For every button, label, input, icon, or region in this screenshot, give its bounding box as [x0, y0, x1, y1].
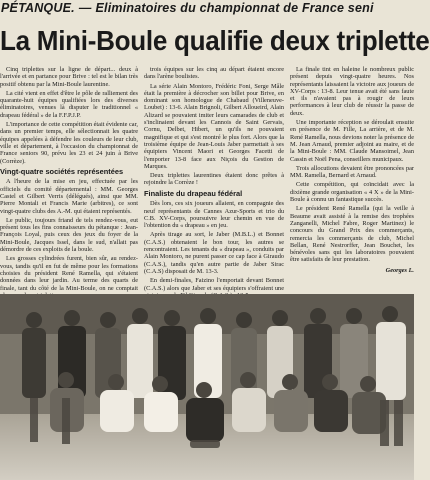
paragraph: Cinq triplettes sur la ligne de départ... deux à l'arrivée et en partance pour Brive : tel est le bilan très positif obtenu par la Mini-Boule laurentine. [0, 66, 138, 88]
article-headline: La Mini-Boule qualifie deux triplette [0, 25, 430, 56]
paragraph: Dès lors, ces six joueurs allaient, en compagnie des neuf représentants de Cannes Azur-Sports et trio du C.B. XV-Corps, poursuivre leur chemin en vue de l'obtention du « drapeau » en jeu. [144, 200, 284, 230]
article-body [0, 66, 414, 292]
paragraph: Trois allocutions devaient être prononcées par MM. Ramella, Bernard et Arnaud. [290, 164, 414, 180]
paragraph: La série Alain Montoro, Frédéric Foni, Serge Mâle était la première à décrocher son billet pour Brive, en dominant son homologue de Chabaud (Villeneuve-Loubet) : 13-6. Alain Brignoli, Gilbert Alloueird, Alain Alizard se pouvaient imiter leurs camarades de club et s'inclinaient devant les Cannois de Saint Gervais, Cornu, Delbet, Hibert, un qu'ils ne pouvaient magnifique et qui s'est montré le plus fort. Alors que la troisième équipe de Jean-Louis Jaber parmettait à ses équipiers Vincent Maori et Georges Facetti de l'emporter 13-8 face aux Niçois du Gestion de Marques. [144, 82, 284, 170]
article-kicker [0, 0, 414, 18]
paragraph: Cette compétition, qui coïncidait avec la dixième grande organisation « 4 X » de la Mini-Boule à connu un fantastique succès. [290, 181, 414, 204]
paragraph: Le public, toujours friand de tels rendez-vous, eut présent tous les fins connaisseurs du pétanque : Jean-François Loyal, puis ceux des jeux du foyer de la Mini-Boule, Jacques Issel, dans le sud, n'allait pas démordre de ces exploits de la boule. [0, 216, 138, 254]
paragraph: La finale tint en haleine le nombreux public présent depuis vingt-quatre heures. Nos représentants laissaient la victoire aux joueurs de XV-Corps : 13-8. Leur tenue avait été sans faute et ils n'avaient pas à rougir de leurs performances à leur club de réussir la passe de deux. [290, 66, 414, 117]
kicker-separator: — [78, 1, 92, 15]
paragraph: En demi-finales, Faizino l'emportait devant Bonnet (C.A.S.) alors que Jaber et ses équipiers s'offraient une [144, 277, 284, 292]
paragraph: Les grosses cylindrées furent, bien sûr, au rendez-vous, tandis qu'il en fut de même pour les formations choisies du président René Ramella, qui s'étaient données dans leur jardin. Au terme des quarts de finale, tant du côté de la Mini-Boule, on ne comptait [0, 255, 138, 292]
paragraph: Deux triplettes laurentines étaient donc prêtes à rejoindre la Corrèze ! [144, 172, 284, 187]
paragraph: trois équipes sur les cinq au départ étaient encore dans l'arène boulistes. [144, 66, 284, 81]
author-signature: Georges L. [385, 266, 414, 274]
kicker-text: Eliminatoires du championnat de France seni [95, 1, 374, 15]
section-tag: PÉTANQUE. [1, 1, 75, 15]
subheading: Finaliste du drapeau fédéral [144, 188, 243, 198]
paragraph: Une importante réception se déroulait ensuite en présence de M. Fille, La arrière, et de M. René Ramella, nous devions noter la présence de M. Jean Arnaud, premier adjoint au maire, et de la Mini-Boule : MM. Claude Mansoimel, Jean Cassin et Noël Pena, conseillers municipaux. [290, 119, 414, 163]
paragraph: A l'heure de la mise en jeu, effectuée par les officiels du comité départemental : MM. Georges Castel et Gilbert Verris (délégués), ainsi que MM. Pierre Montali et Francis Marie (arbitres), ce sont vingt-quatre clubs des A.-M. qui étaient représentés. [0, 178, 138, 215]
column-1 [0, 66, 138, 292]
photo-illustration [0, 294, 414, 480]
subheading: Vingt-quatre sociétés représentées [0, 166, 124, 176]
paragraph: L'importance de cette compétition était évidente car, dans un premier temps, elle sélectionnait les quatre équipes appelées à défendre les couleurs de leur club, ville et département, à l'occasion du championnat de France seniors 90, prévu les 23 et 24 juin à Brive (Corrèze). [0, 121, 138, 165]
paragraph: Après tirage au sort, le Jaber (M.B.L.) et Bonnet (C.A.S.) obtenaient le bon tour, les autres se rencontraient. Les tenants du « drapeau », conduits par Alain Montoro, ne purent passer ce cap face à Giraudo (C.A.S.), tandis qu'en autre partie de Jaber Sirac (C.A.S) disposait de M. 13-3. [144, 231, 284, 275]
team-group-photo [0, 294, 414, 480]
paragraph: Le président René Ramella (qui la veille à Beaume avait assisté à la remise des trophées Zanganelli, Michel Fabre, Roger Martinez) le concours du Grand Prix des commerçants, remercia les commerçants de club, Michel Bellan, René Nestrorffer, Jean Bouchet, les bénévoles sans qui les laboratoires pouvaient être satisfaits de leur prestation. [290, 205, 414, 264]
paragraph: La cité vient en effet d'être le pôle de ralliement des quarante-huit équipes qualifiées lors des diverses éliminatoires, venues là disputer le traditionnel « drapeau fédéral » de la F.F.P.J.P. [0, 89, 138, 119]
column-3 [290, 66, 414, 292]
column-2 [144, 66, 284, 292]
